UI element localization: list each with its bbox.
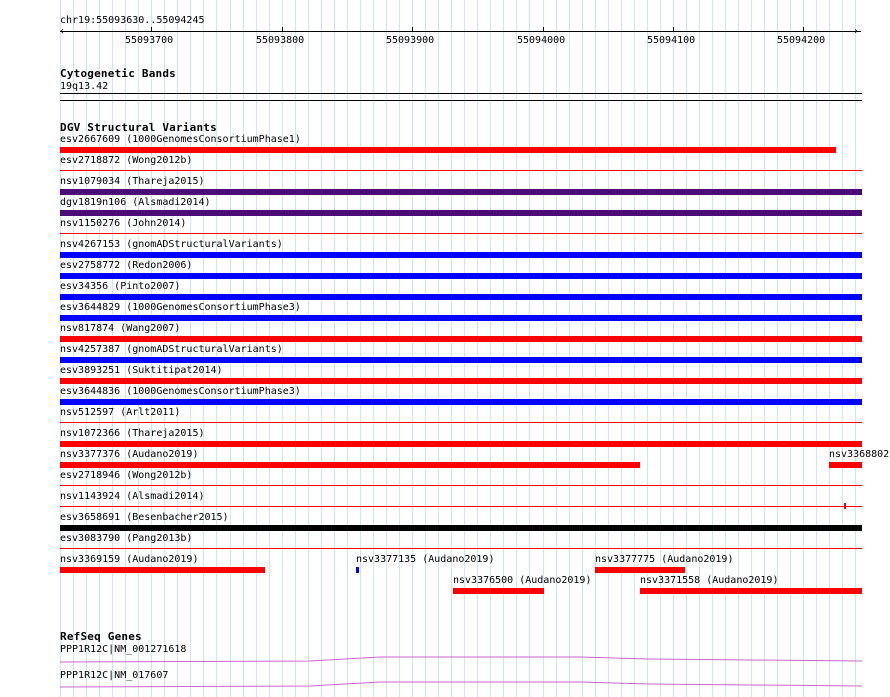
grid-line <box>438 0 439 697</box>
dgv-feature-tick[interactable] <box>844 503 846 509</box>
grid-line <box>386 0 387 697</box>
dgv-feature-label[interactable]: nsv3369159 (Audano2019) <box>60 554 199 565</box>
dgv-feature-label[interactable]: esv3083790 (Pang2013b) <box>60 533 193 544</box>
cytoband-label: 19q13.42 <box>60 81 109 92</box>
refseq-gene-label[interactable]: PPP1R12C|NM_001271618 <box>60 644 187 655</box>
grid-line <box>595 0 596 697</box>
ruler-tick-label: 55094200 <box>777 35 826 46</box>
dgv-feature-label[interactable]: nsv1079034 (Thareja2015) <box>60 176 205 187</box>
ruler-tick <box>543 27 544 32</box>
grid-line <box>425 0 426 697</box>
grid-line <box>412 0 413 697</box>
dgv-feature-bar[interactable] <box>60 315 862 321</box>
refseq-gene-label[interactable]: PPP1R12C|NM_017607 <box>60 670 169 681</box>
ruler-tick-label: 55093800 <box>256 35 305 46</box>
grid-line <box>321 0 322 697</box>
dgv-feature-label[interactable]: esv3644836 (1000GenomesConsortiumPhase3) <box>60 386 301 397</box>
grid-line <box>569 0 570 697</box>
dgv-track-title: DGV Structural Variants <box>60 121 217 134</box>
dgv-feature-bar[interactable] <box>60 399 862 405</box>
grid-line <box>360 0 361 697</box>
grid-line <box>347 0 348 697</box>
dgv-feature-label[interactable]: nsv3377775 (Audano2019) <box>595 554 734 565</box>
ruler-tick <box>412 27 413 32</box>
dgv-feature-bar[interactable] <box>60 336 862 342</box>
cytoband-bar-bottom <box>60 100 862 101</box>
dgv-feature-bar[interactable] <box>60 233 862 234</box>
grid-line <box>608 0 609 697</box>
dgv-feature-bar[interactable] <box>60 210 862 216</box>
dgv-feature-label[interactable]: nsv512597 (Arlt2011) <box>60 407 181 418</box>
ruler-tick <box>673 27 674 32</box>
cytoband-track-title: Cytogenetic Bands <box>60 67 176 80</box>
dgv-feature-bar[interactable] <box>60 462 640 468</box>
dgv-feature-label[interactable]: esv34356 (Pinto2007) <box>60 281 181 292</box>
grid-line <box>308 0 309 697</box>
dgv-feature-bar[interactable] <box>60 273 862 279</box>
dgv-feature-label[interactable]: nsv3377135 (Audano2019) <box>356 554 495 565</box>
dgv-feature-label[interactable]: nsv3377376 (Audano2019) <box>60 449 199 460</box>
dgv-feature-bar[interactable] <box>60 441 862 447</box>
dgv-feature-label[interactable]: nsv3368802 <box>829 449 890 460</box>
ruler-tick <box>151 27 152 32</box>
dgv-feature-bar[interactable] <box>60 147 836 153</box>
grid-line <box>634 0 635 697</box>
ruler-tick-label: 55093700 <box>125 35 174 46</box>
ruler-tick <box>282 27 283 32</box>
refseq-track-title: RefSeq Genes <box>60 630 142 643</box>
dgv-feature-bar[interactable] <box>829 462 862 468</box>
dgv-feature-bar[interactable] <box>640 588 862 594</box>
dgv-feature-bar[interactable] <box>453 588 544 594</box>
refseq-gene-line[interactable] <box>60 676 862 690</box>
dgv-feature-bar[interactable] <box>60 252 862 258</box>
dgv-feature-label[interactable]: esv2718946 (Wong2012b) <box>60 470 193 481</box>
dgv-feature-bar[interactable] <box>60 525 862 531</box>
ruler-tick-label: 55094100 <box>647 35 696 46</box>
grid-line <box>399 0 400 697</box>
ruler-range-label: chr19:55093630..55094245 <box>60 15 205 26</box>
dgv-feature-label[interactable]: nsv1072366 (Thareja2015) <box>60 428 205 439</box>
grid-line <box>334 0 335 697</box>
dgv-feature-label[interactable]: dgv1819n106 (Alsmadi2014) <box>60 197 211 208</box>
dgv-feature-label[interactable]: nsv1143924 (Alsmadi2014) <box>60 491 205 502</box>
ruler-line <box>60 31 861 32</box>
dgv-feature-bar[interactable] <box>60 189 862 195</box>
dgv-feature-bar[interactable] <box>595 567 685 573</box>
dgv-feature-label[interactable]: esv3644829 (1000GenomesConsortiumPhase3) <box>60 302 301 313</box>
dgv-feature-label[interactable]: nsv3371558 (Audano2019) <box>640 575 779 586</box>
dgv-feature-bar[interactable] <box>60 567 265 573</box>
dgv-feature-label[interactable]: esv3893251 (Suktitipat2014) <box>60 365 223 376</box>
dgv-feature-bar[interactable] <box>60 357 862 363</box>
refseq-gene-line[interactable] <box>60 650 862 664</box>
dgv-feature-label[interactable]: esv2758772 (Redon2006) <box>60 260 193 271</box>
grid-line <box>582 0 583 697</box>
grid-line <box>373 0 374 697</box>
ruler-right-arrow-icon: › <box>853 26 860 37</box>
ruler-tick <box>803 27 804 32</box>
dgv-feature-label[interactable]: esv3658691 (Besenbacher2015) <box>60 512 229 523</box>
dgv-feature-label[interactable]: nsv3376500 (Audano2019) <box>453 575 592 586</box>
dgv-feature-label[interactable]: nsv817874 (Wang2007) <box>60 323 181 334</box>
ruler-tick-label: 55094000 <box>517 35 566 46</box>
dgv-feature-bar[interactable] <box>60 378 862 384</box>
dgv-feature-bar[interactable] <box>60 170 862 171</box>
ruler-left-arrow-icon: ‹ <box>59 26 66 37</box>
dgv-feature-label[interactable]: nsv1150276 (John2014) <box>60 218 187 229</box>
grid-line <box>295 0 296 697</box>
dgv-feature-label[interactable]: esv2718872 (Wong2012b) <box>60 155 193 166</box>
dgv-feature-label[interactable]: esv2667609 (1000GenomesConsortiumPhase1) <box>60 134 301 145</box>
dgv-feature-bar[interactable] <box>60 294 862 300</box>
dgv-feature-bar[interactable] <box>60 422 862 423</box>
grid-line <box>451 0 452 697</box>
grid-line <box>556 0 557 697</box>
grid-line <box>621 0 622 697</box>
ruler-tick-label: 55093900 <box>386 35 435 46</box>
cytoband-bar-top[interactable] <box>60 93 862 94</box>
dgv-feature-bar[interactable] <box>356 567 359 573</box>
dgv-feature-label[interactable]: nsv4267153 (gnomADStructuralVariants) <box>60 239 283 250</box>
dgv-feature-label[interactable]: nsv4257387 (gnomADStructuralVariants) <box>60 344 283 355</box>
dgv-feature-bar[interactable] <box>60 548 862 549</box>
dgv-feature-bar[interactable] <box>60 485 862 486</box>
dgv-feature-bar[interactable] <box>60 506 862 507</box>
